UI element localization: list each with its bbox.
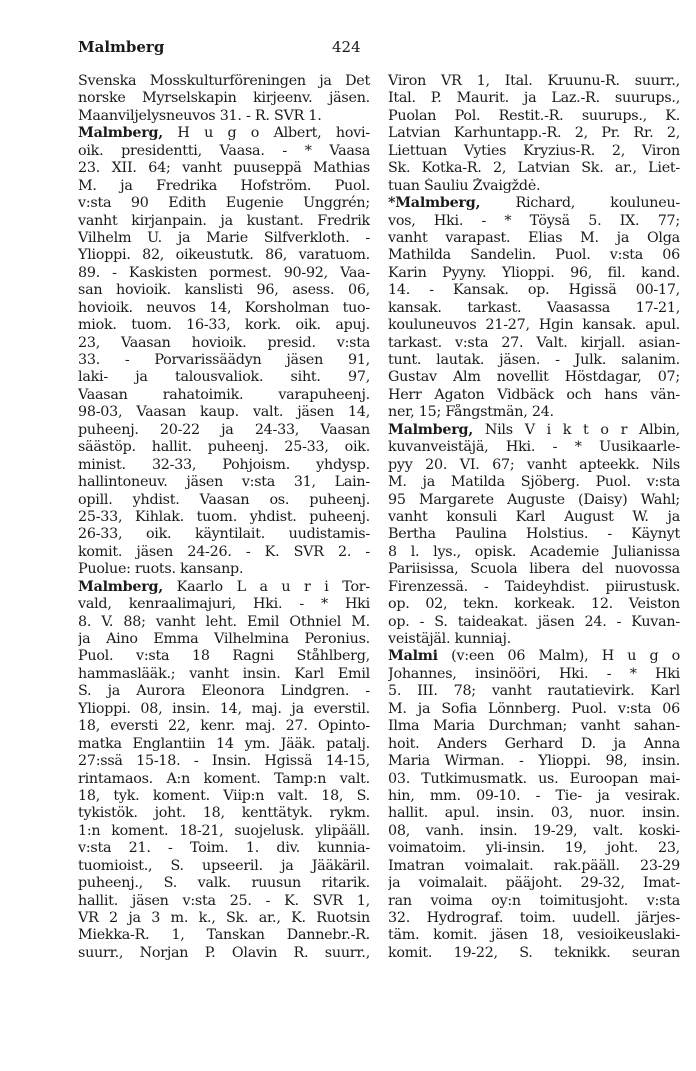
text-line: Ital. P. Maurit. ja Laz.-R. suurups., xyxy=(388,90,680,107)
text-line: 27:ssä 15-18. - Insin. Hgissä 14-15, xyxy=(78,753,370,770)
text-line: 03. Tutkimusmatk. us. Euroopan mai- xyxy=(388,770,680,787)
text-line: 98-03, Vaasan kaup. valt. jäsen 14, xyxy=(78,404,370,421)
text-line: 23. XII. 64; vanht puuseppä Mathias xyxy=(78,160,370,177)
text-line: vanht konsuli Karl August W. ja xyxy=(388,508,680,525)
text-line: norske Myrselskapin kirjeenv. jäsen. xyxy=(78,90,370,107)
text-line: Johannes, insinööri, Hki. - * Hki xyxy=(388,665,680,682)
text-line: hallit. apul. insin. 03, nuor. insin. xyxy=(388,805,680,822)
text-line: 26-33, oik. käyntilait. uudistamis- xyxy=(78,526,370,543)
text-line: Svenska Mosskulturföreningen ja Det xyxy=(78,73,370,89)
text-line: miok. tuom. 16-33, kork. oik. apuj. xyxy=(78,317,370,334)
text-line: ran voima oy:n toimitusjoht. v:sta xyxy=(388,892,680,909)
text-line: Ylioppi. 82, oikeustutk. 86, varatuom. xyxy=(78,247,370,264)
text-line: vanht varapast. Elias M. ja Olga xyxy=(388,229,680,246)
text-line: kansak. tarkast. Vaasassa 17-21, xyxy=(388,299,680,316)
text-line: S. ja Aurora Eleonora Lindgren. - xyxy=(78,683,370,700)
text-line: tarkast. v:sta 27. Valt. kirjall. asian- xyxy=(388,334,680,351)
text-line: Pariisissa, Scuola libera del nuovossa xyxy=(388,561,680,578)
text-line: komit. jäsen 24-26. - K. SVR 2. - xyxy=(78,543,370,560)
text-line: tunt. lautak. jäsen. - Julk. salanim. xyxy=(388,352,680,368)
text-line: ja Aino Emma Vilhelmina Peronius. xyxy=(78,631,370,647)
text-line: matka Englantiin 14 ym. Jääk. patalj. xyxy=(78,735,370,752)
text-line: hovioik. neuvos 14, Korsholman tuo- xyxy=(78,299,370,316)
text-line: Malmi (v:een 06 Malm), H u g o xyxy=(388,648,680,665)
text-line: Puol. v:sta 18 Ragni Ståhlberg, xyxy=(78,648,370,665)
text-line: hin, mm. 09-10. - Tie- ja vesirak. xyxy=(388,787,680,804)
left-column xyxy=(78,73,370,962)
text-line: Liettuan Vyties Kryzius-R. 2, Viron xyxy=(388,142,680,159)
text-line: ner, 15; Fångstmän, 24. xyxy=(388,404,554,421)
text-line: v:sta 21. - Toim. 1. div. kunnia- xyxy=(78,840,370,857)
text-line: 89. - Kaskisten pormest. 90-92, Vaa- xyxy=(78,264,370,281)
text-line: VR 2 ja 3 m. k., Sk. ar., K. Ruotsin xyxy=(78,910,370,926)
text-line: vos, Hki. - * Töysä 5. IX. 77; xyxy=(388,212,680,229)
text-line: Malmberg, H u g o Albert, hovi- xyxy=(78,125,370,142)
text-line: hammaslääk.; vanht insin. Karl Emil xyxy=(78,665,370,682)
text-line: Latvian Karhuntapp.-R. 2, Pr. Rr. 2, xyxy=(388,125,680,142)
text-line: Bertha Paulina Holstius. - Käynyt xyxy=(388,526,680,543)
text-line: voimatoim. yli-insin. 19, joht. 23, xyxy=(388,840,680,857)
text-line: säästöp. hallit. puheenj. 25-33, oik. xyxy=(78,439,370,456)
text-line: tuan Šauliu Žvaigždė. xyxy=(388,177,541,194)
text-line: laki- ja talousvaliok. siht. 97, xyxy=(78,369,370,386)
text-line: 32. Hydrograf. toim. uudell. järjes- xyxy=(388,910,680,926)
text-line: puheenj., S. valk. ruusun ritarik. xyxy=(78,875,370,892)
text-line: hallintoneuv. jäsen v:sta 31, Lain- xyxy=(78,474,370,491)
running-header xyxy=(78,38,668,60)
text-line: tuomioist., S. upseeril. ja Jääkäril. xyxy=(78,857,370,874)
text-line: Sk. Kotka-R. 2, Latvian Sk. ar., Liet- xyxy=(388,160,680,177)
text-line: 1:n koment. 18-21, suojelusk. ylipääll. xyxy=(78,822,370,839)
text-line: M. ja Fredrika Hofström. Puol. xyxy=(78,177,370,194)
header-surname: Malmberg xyxy=(78,38,165,56)
text-line: Maria Wirman. - Ylioppi. 98, insin. xyxy=(388,753,680,770)
text-line: M. ja Matilda Sjöberg. Puol. v:sta xyxy=(388,474,680,491)
text-line: hallit. jäsen v:sta 25. - K. SVR 1, xyxy=(78,892,370,909)
text-line: Viron VR 1, Ital. Kruunu-R. suurr., xyxy=(388,73,680,89)
page-number: 424 xyxy=(332,38,361,56)
text-line: kuvanveistäjä, Hki. - * Uusikaarle- xyxy=(388,439,680,456)
text-line: *Malmberg, Richard, kouluneu- xyxy=(388,195,680,212)
text-line: 33. - Porvarissäädyn jäsen 91, xyxy=(78,352,370,368)
text-line: Herr Agaton Vidbäck och hans vän- xyxy=(388,386,680,403)
text-line: komit. 19-22, S. teknikk. seuran xyxy=(388,944,680,961)
text-line: Karin Pyyny. Ylioppi. 96, fil. kand. xyxy=(388,264,680,281)
text-line: 23, Vaasan hovioik. presid. v:sta xyxy=(78,334,370,351)
text-line: puheenj. 20-22 ja 24-33, Vaasan xyxy=(78,421,370,438)
text-line: v:sta 90 Edith Eugenie Unggrén; xyxy=(78,195,370,212)
text-line: täm. komit. jäsen 18, vesioikeuslaki- xyxy=(388,927,680,944)
text-line: oik. presidentti, Vaasa. - * Vaasa xyxy=(78,142,370,159)
text-line: rintamaos. A:n koment. Tamp:n valt. xyxy=(78,770,370,787)
text-line: Miekka-R. 1, Tanskan Dannebr.-R. xyxy=(78,927,370,944)
text-line: 08, vanh. insin. 19-29, valt. koski- xyxy=(388,822,680,839)
text-line: Firenzessä. - Taideyhdist. piirustusk. xyxy=(388,578,680,595)
text-line: op. 02, tekn. korkeak. 12. Veiston xyxy=(388,596,680,613)
text-line: 18, eversti 22, kenr. maj. 27. Opinto- xyxy=(78,718,370,735)
text-line: tykistök. joht. 18, kenttätyk. rykm. xyxy=(78,805,370,822)
text-line: Maanviljelysneuvos 31. - R. SVR 1. xyxy=(78,107,322,124)
text-line: 8 l. lys., opisk. Academie Julianissa xyxy=(388,543,680,560)
text-line: minist. 32-33, Pohjoism. yhdysp. xyxy=(78,456,370,473)
text-line: suurr., Norjan P. Olavin R. suurr., xyxy=(78,944,370,961)
text-line: Puolan Pol. Restit.-R. suurups., K. xyxy=(388,107,680,124)
text-line: Malmberg, Nils V i k t o r Albin, xyxy=(388,421,680,438)
text-line: 8. V. 88; vanht leht. Emil Othniel M. xyxy=(78,613,370,630)
text-line: 95 Margarete Auguste (Daisy) Wahl; xyxy=(388,491,680,508)
text-line: Ilma Maria Durchman; vanht sahan- xyxy=(388,718,680,735)
text-line: Gustav Alm novellit Höstdagar, 07; xyxy=(388,369,680,386)
text-line: 14. - Kansak. op. Hgissä 00-17, xyxy=(388,282,680,299)
text-line: vald, kenraalimajuri, Hki. - * Hki xyxy=(78,596,370,613)
text-line: Mathilda Sandelin. Puol. v:sta 06 xyxy=(388,247,680,264)
text-line: 18, tyk. koment. Viip:n valt. 18, S. xyxy=(78,787,370,804)
text-line: Imatran voimalait. rak.pääll. 23-29 xyxy=(388,857,680,874)
text-line: Malmberg, Kaarlo L a u r i Tor- xyxy=(78,578,370,595)
text-line: opill. yhdist. Vaasan os. puheenj. xyxy=(78,491,370,508)
text-line: 25-33, Kihlak. tuom. yhdist. puheenj. xyxy=(78,508,370,525)
text-line: vanht kirjanpain. ja kustant. Fredrik xyxy=(78,212,370,229)
text-line: hoit. Anders Gerhard D. ja Anna xyxy=(388,735,680,752)
text-line: 5. III. 78; vanht rautatievirk. Karl xyxy=(388,683,680,700)
text-line: M. ja Sofia Lönnberg. Puol. v:sta 06 xyxy=(388,700,680,717)
text-line: op. - S. taideakat. jäsen 24. - Kuvan- xyxy=(388,613,680,630)
right-column xyxy=(388,73,680,962)
text-line: veistäjäl. kunniaj. xyxy=(388,631,511,647)
text-line: Vaasan rahatoimik. varapuheenj. xyxy=(78,386,370,403)
text-line: kouluneuvos 21-27, Hgin kansak. apul. xyxy=(388,317,680,334)
text-line: Ylioppi. 08, insin. 14, maj. ja everstil. xyxy=(78,700,370,717)
text-line: ja voimalait. pääjoht. 29-32, Imat- xyxy=(388,875,680,892)
text-line: san hovioik. kanslisti 96, asess. 06, xyxy=(78,282,370,299)
text-line: pyy 20. VI. 67; vanht apteekk. Nils xyxy=(388,456,680,473)
text-line: Vilhelm U. ja Marie Silfverkloth. - xyxy=(78,229,370,246)
text-line: Puolue: ruots. kansanp. xyxy=(78,561,244,578)
